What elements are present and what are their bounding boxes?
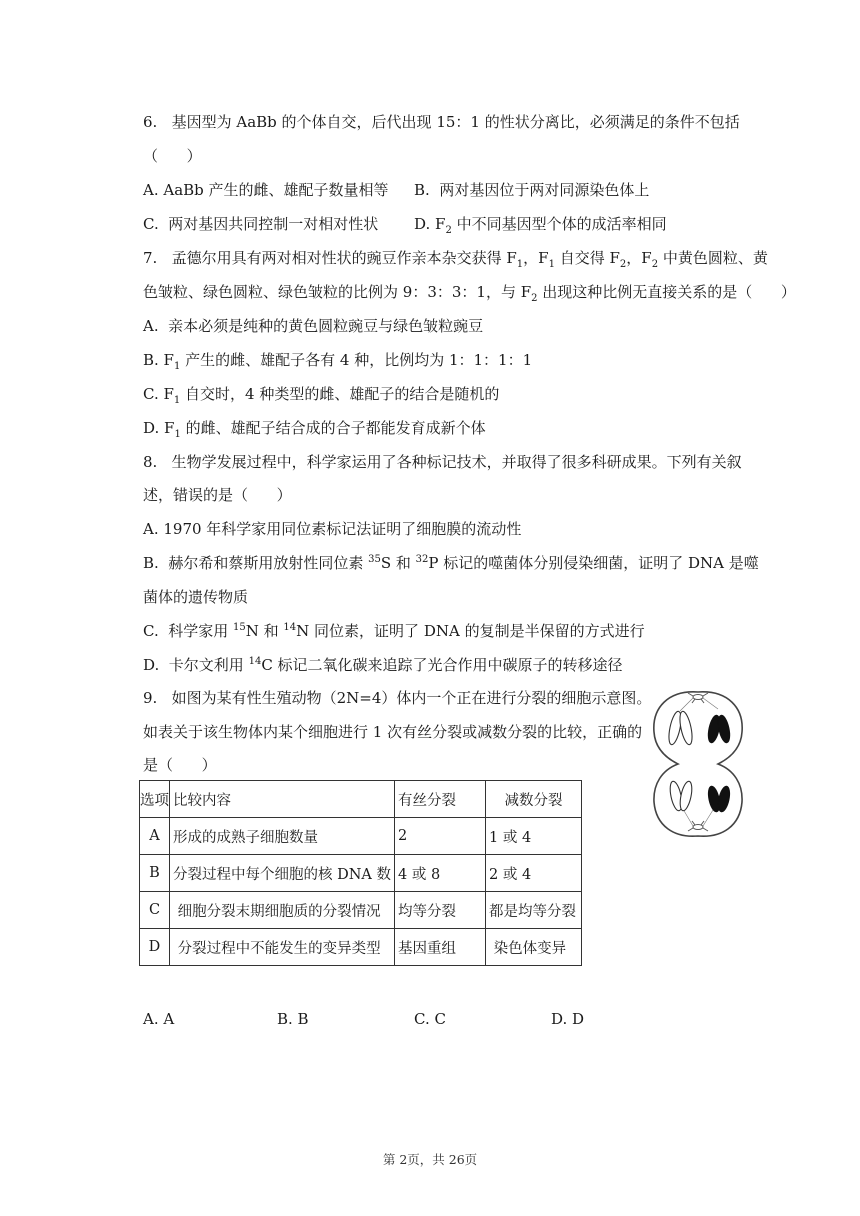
- q8-stem-line2: 述，错误的是（ ）: [143, 486, 292, 504]
- cell-membrane-outline: [654, 692, 742, 836]
- table-cell: C: [140, 892, 170, 929]
- table-cell: 都是均等分裂: [486, 892, 582, 929]
- top-centrosome: [688, 693, 708, 703]
- q7-option-d: D. $F_1$ 的雌、雄配子结合成的合子都能发育成新个体: [143, 419, 486, 440]
- q8-option-b-line1: B. 赫尔希和蔡斯用放射性同位素 $^{35}$S 和 $^{32}$P 标记的噬菌体分别侵染细菌，证明了 DNA 是噬: [143, 554, 759, 572]
- table-cell: 细胞分裂末期细胞质的分裂情况: [170, 892, 395, 929]
- q6-stem: 6. 基因型为 AaBb 的个体自交，后代出现 15：1 的性状分离比，必须满足的条件不包括: [143, 113, 740, 131]
- table-cell: 均等分裂: [395, 892, 486, 929]
- table-cell: 形成的成熟子细胞数量: [170, 818, 395, 855]
- chromosome-white-top: [667, 710, 695, 745]
- chromosome-black-top: [706, 714, 732, 743]
- q6-option-a: A. AaBb 产生的雌、雄配子数量相等: [143, 181, 389, 199]
- table-cell: 分裂过程中每个细胞的核 DNA 数: [170, 855, 395, 892]
- q6-option-d: D. $F_2$ 中不同基因型个体的成活率相同: [414, 215, 667, 236]
- table-cell: B: [140, 855, 170, 892]
- table-cell: 基因重组: [395, 929, 486, 966]
- table-header-row: [140, 781, 582, 818]
- table-header: 减数分裂: [486, 781, 582, 818]
- cell-division-figure: [648, 686, 748, 842]
- q7-option-a: A. 亲本必须是纯种的黄色圆粒豌豆与绿色皱粒豌豆: [143, 317, 484, 335]
- table-cell: A: [140, 818, 170, 855]
- table-cell: D: [140, 929, 170, 966]
- q6-paren: （ ）: [143, 147, 202, 165]
- table-cell: 1 或 4: [486, 818, 582, 855]
- table-header: 有丝分裂: [395, 781, 486, 818]
- table-row: [140, 929, 582, 966]
- q9-option-c: C. C: [414, 1010, 446, 1028]
- q7-option-b: B. $F_1$ 产生的雌、雄配子各有 4 种，比例均为 1：1：1：1: [143, 351, 533, 372]
- table-row: [140, 892, 582, 929]
- table-cell: 4 或 8: [395, 855, 486, 892]
- table-cell: 染色体变异: [486, 929, 582, 966]
- comparison-table: [139, 780, 582, 966]
- q7-option-c: C. $F_1$ 自交时，4 种类型的雌、雄配子的结合是随机的: [143, 385, 500, 406]
- q9-option-a: A. A: [143, 1010, 175, 1028]
- q9-stem-line1: 9. 如图为某有性生殖动物（2N=4）体内一个正在进行分裂的细胞示意图。: [143, 689, 652, 707]
- table-cell: 分裂过程中不能发生的变异类型: [170, 929, 395, 966]
- q8-option-d: D. 卡尔文利用 $^{14}$C 标记二氧化碳来追踪了光合作用中碳原子的转移途径: [143, 656, 623, 674]
- q9-stem-line3: 是（ ）: [143, 756, 217, 774]
- q8-option-b-line2: 菌体的遗传物质: [143, 588, 249, 606]
- chromosome-black-bottom: [706, 785, 731, 813]
- q8-stem-line1: 8. 生物学发展过程中，科学家运用了各种标记技术，并取得了很多科研成果。下列有关叙: [143, 453, 742, 471]
- table-header: 选项: [140, 781, 170, 818]
- q6-option-b: B. 两对基因位于两对同源染色体上: [414, 181, 650, 199]
- table-cell: 2 或 4: [486, 855, 582, 892]
- table-header: 比较内容: [170, 781, 395, 818]
- table-row: [140, 855, 582, 892]
- chromosome-white-bottom: [668, 780, 694, 811]
- q7-stem-line1: 7. 孟德尔用具有两对相对性状的豌豆作亲本杂交获得 $F_1$，$F_1$ 自交得 $F_2$，$F_2$ 中黄色圆粒、黄: [143, 249, 768, 270]
- table-cell: 2: [395, 818, 486, 855]
- q8-option-c: C. 科学家用 $^{15}$N 和 $^{14}$N 同位素，证明了 DNA 的复制是半保留的方式进行: [143, 622, 645, 640]
- table-row: [140, 818, 582, 855]
- q9-option-d: D. D: [551, 1010, 585, 1028]
- q6-option-c: C. 两对基因共同控制一对相对性状: [143, 215, 379, 233]
- q9-stem-line2: 如表关于该生物体内某个细胞进行 1 次有丝分裂或减数分裂的比较，正确的: [143, 723, 643, 741]
- q9-option-b: B. B: [277, 1010, 309, 1028]
- page-footer: 第 2页，共 26页: [382, 1152, 478, 1167]
- q7-stem-line2: 色皱粒、绿色圆粒、绿色皱粒的比例为 9：3：3：1，与 $F_2$ 出现这种比例无直接关系的是（ ）: [143, 283, 796, 304]
- q8-option-a: A. 1970 年科学家用同位素标记法证明了细胞膜的流动性: [143, 520, 522, 538]
